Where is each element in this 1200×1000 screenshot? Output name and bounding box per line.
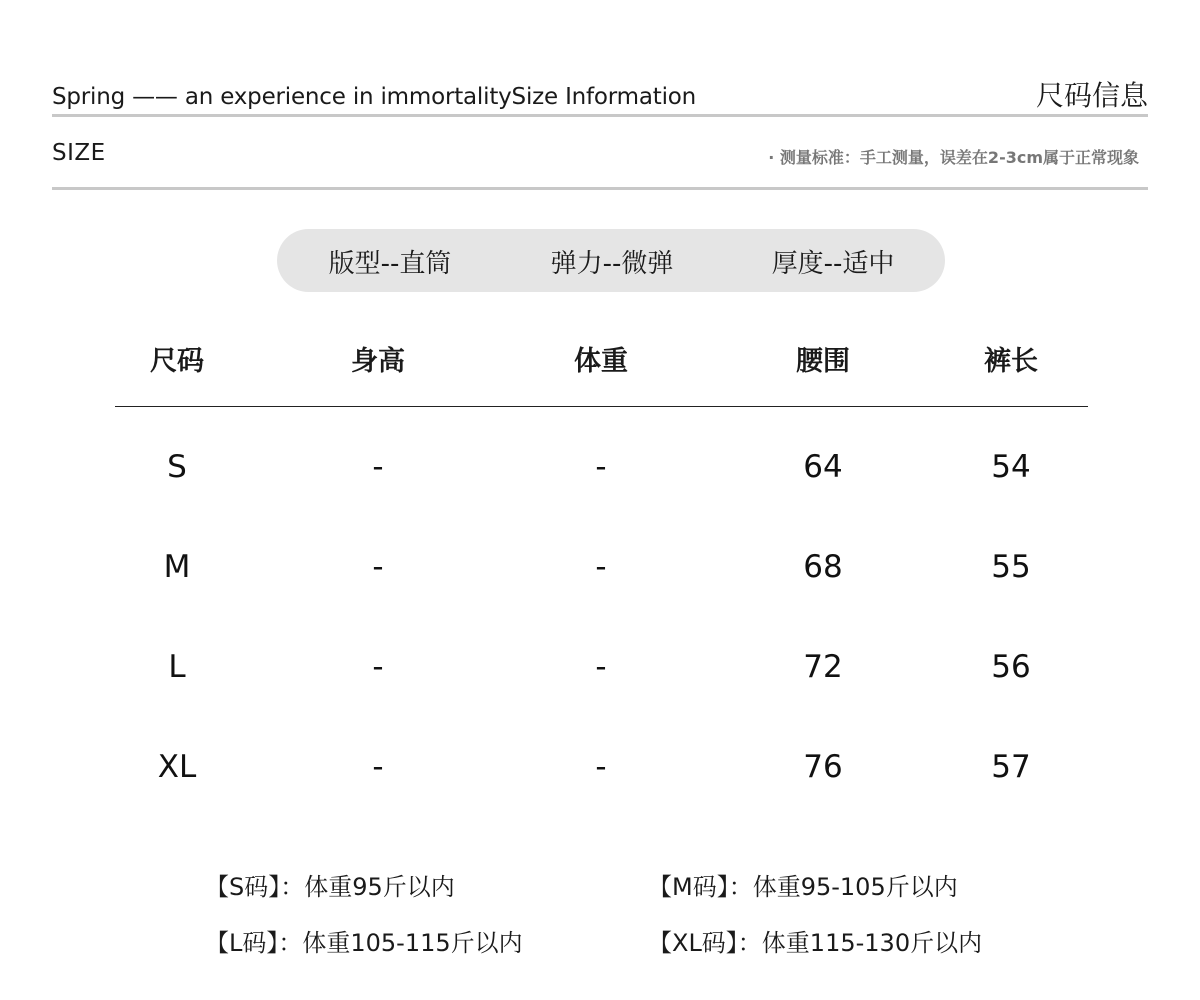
weight-note-s: 【S码】：体重95斤以内 (205, 873, 455, 901)
table-cell: 76 (803, 749, 843, 785)
column-header-height: 身高 (351, 346, 405, 377)
table-cell: 54 (991, 449, 1031, 485)
column-header-length: 裤长 (984, 346, 1038, 377)
table-cell: - (595, 649, 607, 685)
column-header-waist: 腰围 (796, 346, 850, 377)
table-cell: 64 (803, 449, 843, 485)
table-cell: - (372, 449, 384, 485)
page-title: 尺码信息 (1035, 79, 1148, 112)
table-cell: - (372, 549, 384, 585)
section-divider (52, 187, 1148, 190)
table-cell: M (163, 549, 191, 585)
table-cell: 55 (991, 549, 1031, 585)
table-cell: - (372, 749, 384, 785)
size-label: SIZE (52, 140, 106, 166)
table-header-divider (115, 406, 1088, 407)
column-header-weight: 体重 (574, 346, 628, 377)
weight-note-l: 【L码】：体重105-115斤以内 (205, 929, 523, 957)
table-cell: - (595, 449, 607, 485)
weight-note-m: 【M码】：体重95-105斤以内 (648, 873, 958, 901)
attribute-stretch: 弹力--微弹 (550, 249, 674, 279)
table-cell: L (168, 649, 186, 685)
attribute-thickness: 厚度--适中 (771, 249, 895, 279)
table-cell: - (372, 649, 384, 685)
attribute-fit: 版型--直筒 (328, 249, 452, 279)
header-divider (52, 114, 1148, 117)
table-cell: - (595, 549, 607, 585)
header-row (52, 78, 1148, 114)
table-cell: - (595, 749, 607, 785)
table-cell: XL (157, 749, 197, 785)
table-cell: 68 (803, 549, 843, 585)
brand-slogan: Spring —— an experience in immortalitySize Information (52, 84, 697, 110)
table-cell: 56 (991, 649, 1031, 685)
column-header-size: 尺码 (150, 346, 204, 377)
table-cell: 57 (991, 749, 1031, 785)
weight-note-xl: 【XL码】：体重115-130斤以内 (648, 929, 983, 957)
table-cell: 72 (803, 649, 843, 685)
measurement-note: · 测量标准：手工测量，误差在2-3cm属于正常现象 (768, 148, 1139, 167)
table-cell: S (167, 449, 187, 485)
